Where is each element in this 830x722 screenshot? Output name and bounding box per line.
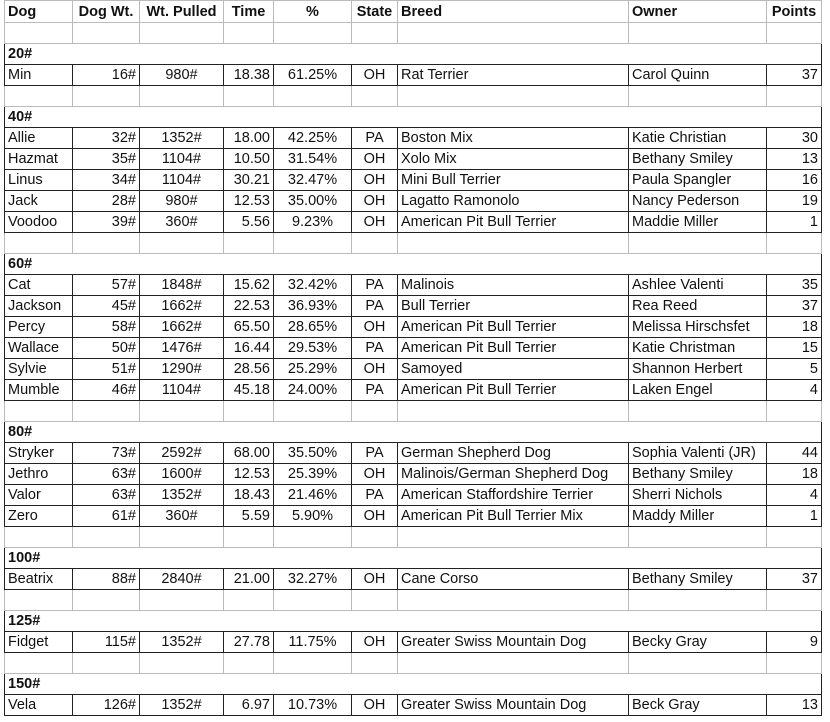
weight-pulled-cell: 1600# bbox=[140, 464, 224, 485]
header-weight-pulled: Wt. Pulled bbox=[140, 1, 224, 23]
weight-class-row bbox=[5, 254, 822, 275]
empty-cell bbox=[274, 401, 352, 422]
state-cell: PA bbox=[352, 380, 398, 401]
time-cell: 5.56 bbox=[224, 212, 274, 233]
weight-pulled-cell: 980# bbox=[140, 191, 224, 212]
points-cell: 18 bbox=[767, 317, 822, 338]
weight-pulled-cell: 1352# bbox=[140, 485, 224, 506]
empty-cell bbox=[224, 86, 274, 107]
weight-class-label: 80# bbox=[5, 422, 822, 443]
time-cell: 5.59 bbox=[224, 506, 274, 527]
state-cell: PA bbox=[352, 338, 398, 359]
time-cell: 18.38 bbox=[224, 65, 274, 86]
percent-cell: 61.25% bbox=[274, 65, 352, 86]
header-dog: Dog bbox=[5, 1, 73, 23]
empty-cell bbox=[629, 590, 767, 611]
empty-cell bbox=[73, 233, 140, 254]
weight-pulled-cell: 1104# bbox=[140, 149, 224, 170]
percent-cell: 29.53% bbox=[274, 338, 352, 359]
empty-cell bbox=[767, 86, 822, 107]
table-row bbox=[5, 632, 822, 653]
table-row bbox=[5, 128, 822, 149]
table-row bbox=[5, 506, 822, 527]
dog-weight-cell: 45# bbox=[73, 296, 140, 317]
empty-cell bbox=[352, 527, 398, 548]
spacer-row bbox=[5, 527, 822, 548]
time-cell: 18.00 bbox=[224, 128, 274, 149]
owner-cell: Katie Christman bbox=[629, 338, 767, 359]
owner-cell: Ashlee Valenti bbox=[629, 275, 767, 296]
dog-cell: Percy bbox=[5, 317, 73, 338]
table-row bbox=[5, 212, 822, 233]
dog-weight-cell: 39# bbox=[73, 212, 140, 233]
points-cell: 30 bbox=[767, 128, 822, 149]
weight-class-row bbox=[5, 611, 822, 632]
dog-weight-cell: 32# bbox=[73, 128, 140, 149]
points-cell: 18 bbox=[767, 464, 822, 485]
table-row bbox=[5, 485, 822, 506]
percent-cell: 9.23% bbox=[274, 212, 352, 233]
empty-cell bbox=[5, 401, 73, 422]
percent-cell: 32.42% bbox=[274, 275, 352, 296]
empty-cell bbox=[73, 590, 140, 611]
dog-weight-cell: 63# bbox=[73, 485, 140, 506]
header-state: State bbox=[352, 1, 398, 23]
breed-cell: Mini Bull Terrier bbox=[398, 170, 629, 191]
dog-weight-cell: 35# bbox=[73, 149, 140, 170]
dog-weight-cell: 51# bbox=[73, 359, 140, 380]
empty-cell bbox=[5, 233, 73, 254]
empty-cell bbox=[398, 23, 629, 44]
points-cell: 35 bbox=[767, 275, 822, 296]
points-cell: 9 bbox=[767, 632, 822, 653]
time-cell: 16.44 bbox=[224, 338, 274, 359]
weight-pulled-cell: 1352# bbox=[140, 128, 224, 149]
dog-weight-cell: 28# bbox=[73, 191, 140, 212]
time-cell: 6.97 bbox=[224, 695, 274, 716]
dog-cell: Linus bbox=[5, 170, 73, 191]
time-cell: 45.18 bbox=[224, 380, 274, 401]
state-cell: PA bbox=[352, 275, 398, 296]
empty-cell bbox=[767, 233, 822, 254]
percent-cell: 32.27% bbox=[274, 569, 352, 590]
empty-cell bbox=[224, 590, 274, 611]
breed-cell: Cane Corso bbox=[398, 569, 629, 590]
dog-cell: Jack bbox=[5, 191, 73, 212]
weight-pulled-cell: 1104# bbox=[140, 380, 224, 401]
owner-cell: Carol Quinn bbox=[629, 65, 767, 86]
time-cell: 12.53 bbox=[224, 464, 274, 485]
empty-cell bbox=[352, 653, 398, 674]
weight-pulled-cell: 980# bbox=[140, 65, 224, 86]
points-cell: 1 bbox=[767, 506, 822, 527]
weight-class-label: 150# bbox=[5, 674, 822, 695]
table-row bbox=[5, 443, 822, 464]
dog-cell: Zero bbox=[5, 506, 73, 527]
dog-weight-cell: 61# bbox=[73, 506, 140, 527]
time-cell: 15.62 bbox=[224, 275, 274, 296]
owner-cell: Rea Reed bbox=[629, 296, 767, 317]
breed-cell: American Pit Bull Terrier Mix bbox=[398, 506, 629, 527]
empty-cell bbox=[398, 401, 629, 422]
time-cell: 30.21 bbox=[224, 170, 274, 191]
dog-cell: Min bbox=[5, 65, 73, 86]
table-row bbox=[5, 359, 822, 380]
dog-cell: Voodoo bbox=[5, 212, 73, 233]
dog-cell: Allie bbox=[5, 128, 73, 149]
dog-cell: Wallace bbox=[5, 338, 73, 359]
points-cell: 5 bbox=[767, 359, 822, 380]
points-cell: 13 bbox=[767, 149, 822, 170]
table-row bbox=[5, 275, 822, 296]
empty-cell bbox=[140, 23, 224, 44]
percent-cell: 35.50% bbox=[274, 443, 352, 464]
percent-cell: 35.00% bbox=[274, 191, 352, 212]
empty-cell bbox=[629, 527, 767, 548]
dog-weight-cell: 57# bbox=[73, 275, 140, 296]
spacer-row bbox=[5, 590, 822, 611]
breed-cell: Rat Terrier bbox=[398, 65, 629, 86]
empty-cell bbox=[274, 233, 352, 254]
breed-cell: German Shepherd Dog bbox=[398, 443, 629, 464]
points-cell: 15 bbox=[767, 338, 822, 359]
points-cell: 44 bbox=[767, 443, 822, 464]
state-cell: OH bbox=[352, 149, 398, 170]
empty-cell bbox=[767, 590, 822, 611]
empty-cell bbox=[140, 527, 224, 548]
table-row bbox=[5, 338, 822, 359]
owner-cell: Paula Spangler bbox=[629, 170, 767, 191]
percent-cell: 21.46% bbox=[274, 485, 352, 506]
empty-cell bbox=[274, 590, 352, 611]
owner-cell: Bethany Smiley bbox=[629, 464, 767, 485]
empty-cell bbox=[629, 233, 767, 254]
empty-cell bbox=[224, 653, 274, 674]
empty-cell bbox=[224, 401, 274, 422]
state-cell: OH bbox=[352, 569, 398, 590]
table-row bbox=[5, 695, 822, 716]
points-cell: 16 bbox=[767, 170, 822, 191]
spacer-row bbox=[5, 23, 822, 44]
weight-class-row bbox=[5, 107, 822, 128]
state-cell: PA bbox=[352, 443, 398, 464]
percent-cell: 36.93% bbox=[274, 296, 352, 317]
breed-cell: Malinois/German Shepherd Dog bbox=[398, 464, 629, 485]
header-breed: Breed bbox=[398, 1, 629, 23]
dog-weight-cell: 46# bbox=[73, 380, 140, 401]
header-dog-weight: Dog Wt. bbox=[73, 1, 140, 23]
dog-cell: Jackson bbox=[5, 296, 73, 317]
weight-pulled-cell: 1476# bbox=[140, 338, 224, 359]
weight-class-label: 125# bbox=[5, 611, 822, 632]
breed-cell: Lagatto Ramonolo bbox=[398, 191, 629, 212]
weight-class-row bbox=[5, 674, 822, 695]
empty-cell bbox=[398, 233, 629, 254]
empty-cell bbox=[140, 86, 224, 107]
empty-cell bbox=[629, 653, 767, 674]
weight-class-row bbox=[5, 422, 822, 443]
owner-cell: Laken Engel bbox=[629, 380, 767, 401]
points-cell: 19 bbox=[767, 191, 822, 212]
breed-cell: Samoyed bbox=[398, 359, 629, 380]
weight-pulled-cell: 1662# bbox=[140, 317, 224, 338]
header-points: Points bbox=[767, 1, 822, 23]
empty-cell bbox=[629, 86, 767, 107]
dog-weight-cell: 126# bbox=[73, 695, 140, 716]
empty-cell bbox=[352, 590, 398, 611]
breed-cell: American Staffordshire Terrier bbox=[398, 485, 629, 506]
breed-cell: American Pit Bull Terrier bbox=[398, 338, 629, 359]
weight-class-label: 40# bbox=[5, 107, 822, 128]
dog-weight-cell: 88# bbox=[73, 569, 140, 590]
empty-cell bbox=[73, 653, 140, 674]
time-cell: 68.00 bbox=[224, 443, 274, 464]
weight-class-row bbox=[5, 548, 822, 569]
dog-cell: Jethro bbox=[5, 464, 73, 485]
owner-cell: Beck Gray bbox=[629, 695, 767, 716]
spacer-row bbox=[5, 233, 822, 254]
weight-class-row bbox=[5, 44, 822, 65]
empty-cell bbox=[398, 527, 629, 548]
results-table bbox=[4, 0, 822, 716]
header-row bbox=[5, 1, 822, 23]
state-cell: PA bbox=[352, 485, 398, 506]
table-row bbox=[5, 317, 822, 338]
empty-cell bbox=[224, 527, 274, 548]
points-cell: 13 bbox=[767, 695, 822, 716]
time-cell: 28.56 bbox=[224, 359, 274, 380]
weight-pulled-cell: 2592# bbox=[140, 443, 224, 464]
header-percent: % bbox=[274, 1, 352, 23]
percent-cell: 32.47% bbox=[274, 170, 352, 191]
empty-cell bbox=[352, 23, 398, 44]
table-row bbox=[5, 464, 822, 485]
weight-pulled-cell: 1352# bbox=[140, 695, 224, 716]
weight-class-label: 60# bbox=[5, 254, 822, 275]
state-cell: OH bbox=[352, 317, 398, 338]
dog-cell: Valor bbox=[5, 485, 73, 506]
dog-weight-cell: 50# bbox=[73, 338, 140, 359]
empty-cell bbox=[767, 527, 822, 548]
weight-pulled-cell: 360# bbox=[140, 506, 224, 527]
time-cell: 18.43 bbox=[224, 485, 274, 506]
percent-cell: 42.25% bbox=[274, 128, 352, 149]
owner-cell: Shannon Herbert bbox=[629, 359, 767, 380]
spacer-row bbox=[5, 401, 822, 422]
weight-class-label: 20# bbox=[5, 44, 822, 65]
points-cell: 37 bbox=[767, 569, 822, 590]
state-cell: PA bbox=[352, 128, 398, 149]
dog-cell: Beatrix bbox=[5, 569, 73, 590]
breed-cell: Greater Swiss Mountain Dog bbox=[398, 632, 629, 653]
breed-cell: Bull Terrier bbox=[398, 296, 629, 317]
empty-cell bbox=[629, 401, 767, 422]
empty-cell bbox=[73, 86, 140, 107]
state-cell: OH bbox=[352, 65, 398, 86]
dog-weight-cell: 58# bbox=[73, 317, 140, 338]
owner-cell: Sherri Nichols bbox=[629, 485, 767, 506]
dog-weight-cell: 115# bbox=[73, 632, 140, 653]
breed-cell: Xolo Mix bbox=[398, 149, 629, 170]
state-cell: OH bbox=[352, 464, 398, 485]
percent-cell: 28.65% bbox=[274, 317, 352, 338]
spacer-row bbox=[5, 653, 822, 674]
empty-cell bbox=[274, 86, 352, 107]
state-cell: OH bbox=[352, 506, 398, 527]
dog-cell: Sylvie bbox=[5, 359, 73, 380]
owner-cell: Katie Christian bbox=[629, 128, 767, 149]
state-cell: OH bbox=[352, 191, 398, 212]
empty-cell bbox=[140, 653, 224, 674]
empty-cell bbox=[224, 233, 274, 254]
empty-cell bbox=[274, 653, 352, 674]
breed-cell: American Pit Bull Terrier bbox=[398, 380, 629, 401]
time-cell: 21.00 bbox=[224, 569, 274, 590]
dog-cell: Vela bbox=[5, 695, 73, 716]
owner-cell: Maddy Miller bbox=[629, 506, 767, 527]
empty-cell bbox=[274, 23, 352, 44]
state-cell: OH bbox=[352, 359, 398, 380]
state-cell: OH bbox=[352, 212, 398, 233]
time-cell: 65.50 bbox=[224, 317, 274, 338]
owner-cell: Nancy Pederson bbox=[629, 191, 767, 212]
empty-cell bbox=[140, 590, 224, 611]
empty-cell bbox=[274, 527, 352, 548]
weight-pulled-cell: 1662# bbox=[140, 296, 224, 317]
state-cell: PA bbox=[352, 296, 398, 317]
owner-cell: Becky Gray bbox=[629, 632, 767, 653]
time-cell: 27.78 bbox=[224, 632, 274, 653]
empty-cell bbox=[398, 590, 629, 611]
breed-cell: Boston Mix bbox=[398, 128, 629, 149]
points-cell: 4 bbox=[767, 485, 822, 506]
percent-cell: 25.29% bbox=[274, 359, 352, 380]
dog-weight-cell: 34# bbox=[73, 170, 140, 191]
owner-cell: Bethany Smiley bbox=[629, 569, 767, 590]
dog-cell: Mumble bbox=[5, 380, 73, 401]
owner-cell: Melissa Hirschsfet bbox=[629, 317, 767, 338]
dog-weight-cell: 63# bbox=[73, 464, 140, 485]
empty-cell bbox=[224, 23, 274, 44]
empty-cell bbox=[352, 401, 398, 422]
owner-cell: Bethany Smiley bbox=[629, 149, 767, 170]
weight-pulled-cell: 2840# bbox=[140, 569, 224, 590]
empty-cell bbox=[73, 401, 140, 422]
empty-cell bbox=[73, 23, 140, 44]
time-cell: 10.50 bbox=[224, 149, 274, 170]
empty-cell bbox=[352, 86, 398, 107]
table-row bbox=[5, 170, 822, 191]
table-row bbox=[5, 65, 822, 86]
percent-cell: 25.39% bbox=[274, 464, 352, 485]
empty-cell bbox=[767, 23, 822, 44]
weight-pulled-cell: 360# bbox=[140, 212, 224, 233]
weight-pulled-cell: 1848# bbox=[140, 275, 224, 296]
owner-cell: Maddie Miller bbox=[629, 212, 767, 233]
dog-cell: Cat bbox=[5, 275, 73, 296]
empty-cell bbox=[5, 86, 73, 107]
empty-cell bbox=[352, 233, 398, 254]
empty-cell bbox=[767, 401, 822, 422]
empty-cell bbox=[767, 653, 822, 674]
points-cell: 1 bbox=[767, 212, 822, 233]
breed-cell: Greater Swiss Mountain Dog bbox=[398, 695, 629, 716]
points-cell: 37 bbox=[767, 296, 822, 317]
percent-cell: 10.73% bbox=[274, 695, 352, 716]
empty-cell bbox=[73, 527, 140, 548]
dog-weight-cell: 16# bbox=[73, 65, 140, 86]
state-cell: OH bbox=[352, 170, 398, 191]
empty-cell bbox=[398, 86, 629, 107]
empty-cell bbox=[398, 653, 629, 674]
state-cell: OH bbox=[352, 695, 398, 716]
empty-cell bbox=[629, 23, 767, 44]
header-owner: Owner bbox=[629, 1, 767, 23]
table-row bbox=[5, 569, 822, 590]
time-cell: 22.53 bbox=[224, 296, 274, 317]
table-row bbox=[5, 296, 822, 317]
percent-cell: 24.00% bbox=[274, 380, 352, 401]
weight-class-label: 100# bbox=[5, 548, 822, 569]
dog-cell: Stryker bbox=[5, 443, 73, 464]
empty-cell bbox=[140, 401, 224, 422]
owner-cell: Sophia Valenti (JR) bbox=[629, 443, 767, 464]
time-cell: 12.53 bbox=[224, 191, 274, 212]
dog-cell: Hazmat bbox=[5, 149, 73, 170]
empty-cell bbox=[5, 23, 73, 44]
empty-cell bbox=[140, 233, 224, 254]
dog-cell: Fidget bbox=[5, 632, 73, 653]
dog-weight-cell: 73# bbox=[73, 443, 140, 464]
empty-cell bbox=[5, 590, 73, 611]
table-row bbox=[5, 191, 822, 212]
breed-cell: Malinois bbox=[398, 275, 629, 296]
header-time: Time bbox=[224, 1, 274, 23]
state-cell: OH bbox=[352, 632, 398, 653]
weight-pulled-cell: 1290# bbox=[140, 359, 224, 380]
table-row bbox=[5, 149, 822, 170]
weight-pulled-cell: 1104# bbox=[140, 170, 224, 191]
breed-cell: American Pit Bull Terrier bbox=[398, 317, 629, 338]
weight-pulled-cell: 1352# bbox=[140, 632, 224, 653]
points-cell: 4 bbox=[767, 380, 822, 401]
spacer-row bbox=[5, 86, 822, 107]
percent-cell: 11.75% bbox=[274, 632, 352, 653]
empty-cell bbox=[5, 653, 73, 674]
table-row bbox=[5, 380, 822, 401]
percent-cell: 31.54% bbox=[274, 149, 352, 170]
breed-cell: American Pit Bull Terrier bbox=[398, 212, 629, 233]
points-cell: 37 bbox=[767, 65, 822, 86]
empty-cell bbox=[5, 527, 73, 548]
percent-cell: 5.90% bbox=[274, 506, 352, 527]
